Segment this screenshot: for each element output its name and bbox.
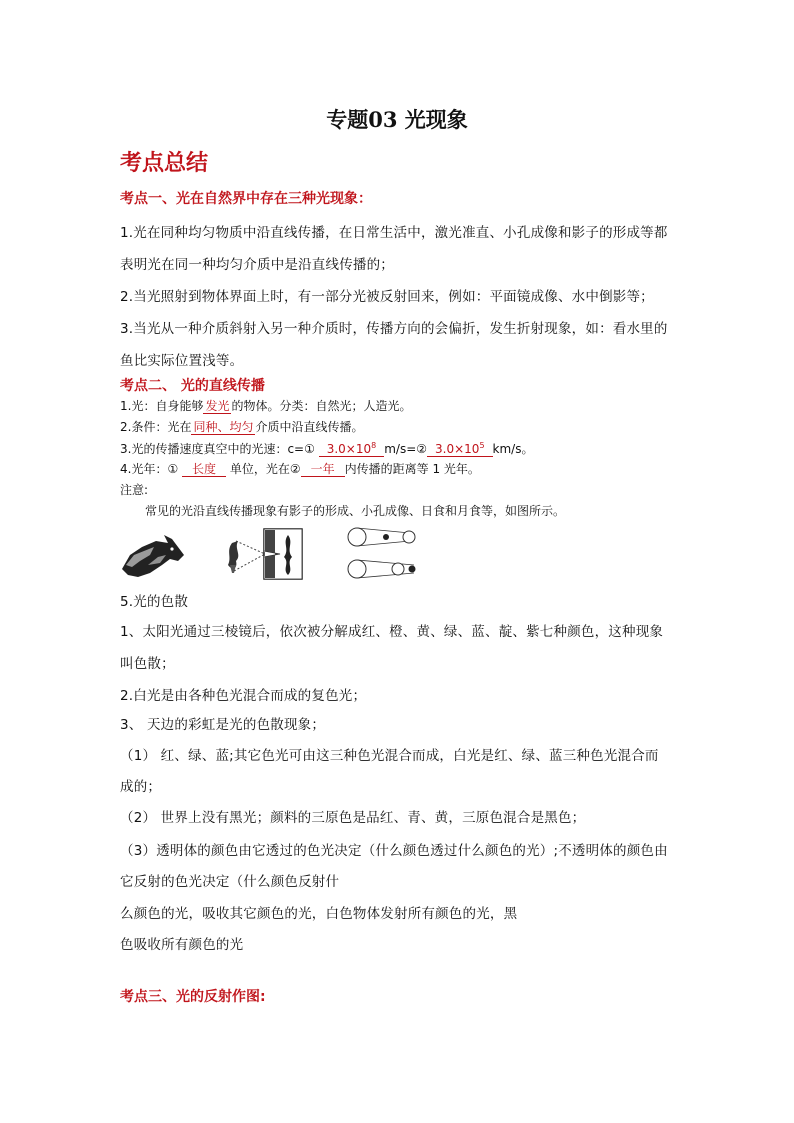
page-title: 专题03 光现象 (326, 107, 468, 132)
answer-blank-exponent: 5 (479, 441, 485, 450)
kp2-line-3-pre: 3.光的传播速度真空中的光速：c=① (120, 442, 315, 456)
dispersion-line: 2.白光是由各种色光混合而成的复色光； (120, 688, 367, 704)
kp1-line: 2.当光照射到物体界面上时，有一部分光被反射回来，例如：平面镜成像、水中倒影等； (120, 289, 654, 305)
shadow-figures (120, 525, 420, 581)
kp2-line-3 (120, 439, 533, 457)
kp2-line-1 (120, 397, 411, 414)
answer-blank-exponent: 8 (371, 441, 377, 450)
dispersion-line: 叫色散； (120, 656, 175, 672)
answer-blank-base: 3.0×10 (326, 442, 372, 456)
dispersion-line: 成的； (120, 779, 162, 795)
dispersion-line: 么颜色的光，吸收其它颜色的光，白色物体发射所有颜色的光，黑 (120, 906, 518, 922)
kp2-heading: 考点二、 光的直线传播 (120, 378, 265, 394)
kp2-line-2 (120, 418, 363, 435)
kp1-heading: 考点一、光在自然界中存在三种光现象： (120, 191, 372, 207)
dispersion-line: （1） 红、绿、蓝;其它色光可由这三种色光混合而成，白光是红、绿、蓝三种色光混合而 (120, 748, 659, 764)
kp2-line-2-post: 介质中沿直线传播。 (255, 420, 364, 434)
dispersion-line: 1、太阳光通过三棱镜后，依次被分解成红、橙、黄、绿、蓝、靛、紫七种颜色，这种现象 (120, 624, 664, 640)
note-text: 常见的光沿直线传播现象有影子的形成、小孔成像、日食和月食等，如图所示。 (145, 504, 566, 518)
dispersion-line: （2） 世界上没有黑光；颜料的三原色是品红、青、黄，三原色混合是黑色； (120, 810, 586, 826)
kp2-line-3-post: km/s。 (492, 442, 534, 456)
kp2-line-2-pre: 2.条件：光在 (120, 420, 192, 434)
dispersion-line: 3、 天边的彩虹是光的色散现象； (120, 717, 326, 733)
kp2-line-4-mid: 单位，光在② (229, 462, 301, 476)
dispersion-line: （3）透明体的颜色由它透过的色光决定（什么颜色透过什么颜色的光）;不透明体的颜色由 (120, 843, 668, 859)
answer-blank: 同种、均匀 (193, 420, 254, 434)
answer-blank-base: 3.0×10 (435, 442, 480, 456)
kp2-line-1-pre: 1.光：自身能够 (120, 399, 204, 413)
kp1-line: 3.当光从一种介质斜射入另一种介质时，传播方向的会偏折，发生折射现象，如：看水里的 (120, 321, 668, 337)
answer-blank (319, 439, 385, 457)
kp1-line: 表明光在同一种均匀介质中是沿直线传播的； (120, 257, 394, 273)
kp3-heading: 考点三、光的反射作图: (120, 989, 266, 1005)
kp2-line-4-post: 内传播的距离等 1 光年。 (344, 462, 480, 476)
kp2-line-4-pre: 4.光年：① (120, 462, 179, 476)
kp2-line-3-mid: m/s=② (384, 442, 428, 456)
answer-blank (427, 439, 493, 457)
dispersion-line: 色吸收所有颜色的光 (120, 937, 244, 953)
answer-blank: 发光 (205, 399, 230, 413)
hand-shadow-icon (122, 535, 184, 577)
dispersion-line: 它反射的色光决定（什么颜色反射什 (120, 874, 340, 890)
note-label: 注意: (120, 483, 149, 497)
dispersion-heading: 5.光的色散 (120, 594, 189, 610)
kp2-line-4 (120, 460, 480, 477)
eclipse-icon (348, 528, 416, 578)
kp2-line-1-post: 的物体。分类：自然光；人造光。 (231, 399, 412, 413)
answer-blank: 长度 (182, 463, 226, 477)
answer-blank: 一年 (301, 463, 345, 477)
kp1-line: 鱼比实际位置浅等。 (120, 353, 244, 369)
pinhole-camera-icon (228, 529, 302, 579)
kp1-line: 1.光在同种均匀物质中沿直线传播，在日常生活中，激光准直、小孔成像和影子的形成等都 (120, 225, 668, 241)
section-heading: 考点总结 (120, 150, 209, 176)
